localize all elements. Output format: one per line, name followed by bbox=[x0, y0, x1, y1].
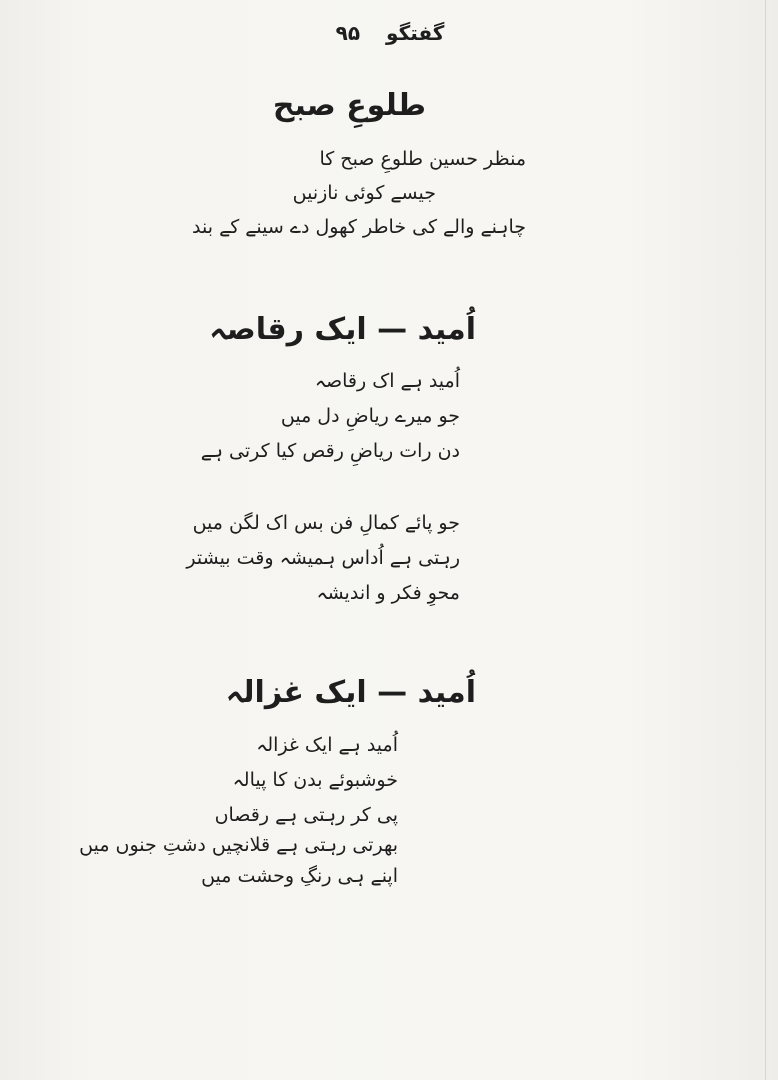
verse-line: محوِ فکر و اندیشہ bbox=[316, 581, 460, 604]
poem-3-stanza-1 bbox=[79, 734, 398, 888]
verse-line: دن رات ریاضِ رقص کیا کرتی ہے bbox=[200, 439, 460, 462]
verse-line: خوشبوئے بدن کا پیالہ bbox=[232, 768, 398, 791]
verse-line: جو پائے کمالِ فن بس اک لگن میں bbox=[192, 512, 460, 534]
poem-1-stanza-1 bbox=[192, 148, 526, 238]
page-edge-line bbox=[765, 0, 766, 1080]
running-header-title: گفتگو bbox=[386, 21, 445, 45]
poem-title: اُمید — ایک رقاصہ bbox=[209, 312, 476, 347]
verse-line: منظر حسین طلوعِ صبح کا bbox=[319, 148, 526, 170]
poem-2-stanza-2 bbox=[186, 512, 460, 604]
verse-line: پی کر رہتی ہے رقصاں bbox=[214, 803, 398, 826]
verse-line: چاہنے والے کی خاطر کھول دے سینے کے بند bbox=[192, 215, 526, 238]
poem-2-stanza-1 bbox=[201, 370, 460, 462]
poem-title: اُمید — ایک غزالہ bbox=[225, 675, 476, 710]
poem-1-title-block bbox=[273, 88, 426, 123]
poem-2-title-block bbox=[209, 312, 476, 347]
poem-title: طلوعِ صبح bbox=[272, 88, 426, 123]
verse-line: اُمید ہے ایک غزالہ bbox=[256, 734, 398, 756]
verse-line: جو میرے ریاضِ دل میں bbox=[280, 404, 460, 427]
page-header bbox=[300, 18, 480, 48]
verse-line: رہتی ہے اُداس ہمیشہ وقت بیشتر bbox=[186, 546, 460, 569]
page-number: ۹۵ bbox=[335, 21, 361, 45]
verse-line: اُمید ہے اک رقاصہ bbox=[314, 370, 460, 392]
verse-line: جیسے کوئی نازنیں bbox=[292, 181, 436, 204]
verse-line: بھرتی رہتی ہے قلانچیں دشتِ جنوں میں bbox=[79, 834, 398, 857]
verse-line: اپنے ہی رنگِ وحشت میں bbox=[201, 865, 398, 888]
poem-3-title-block bbox=[226, 675, 476, 710]
